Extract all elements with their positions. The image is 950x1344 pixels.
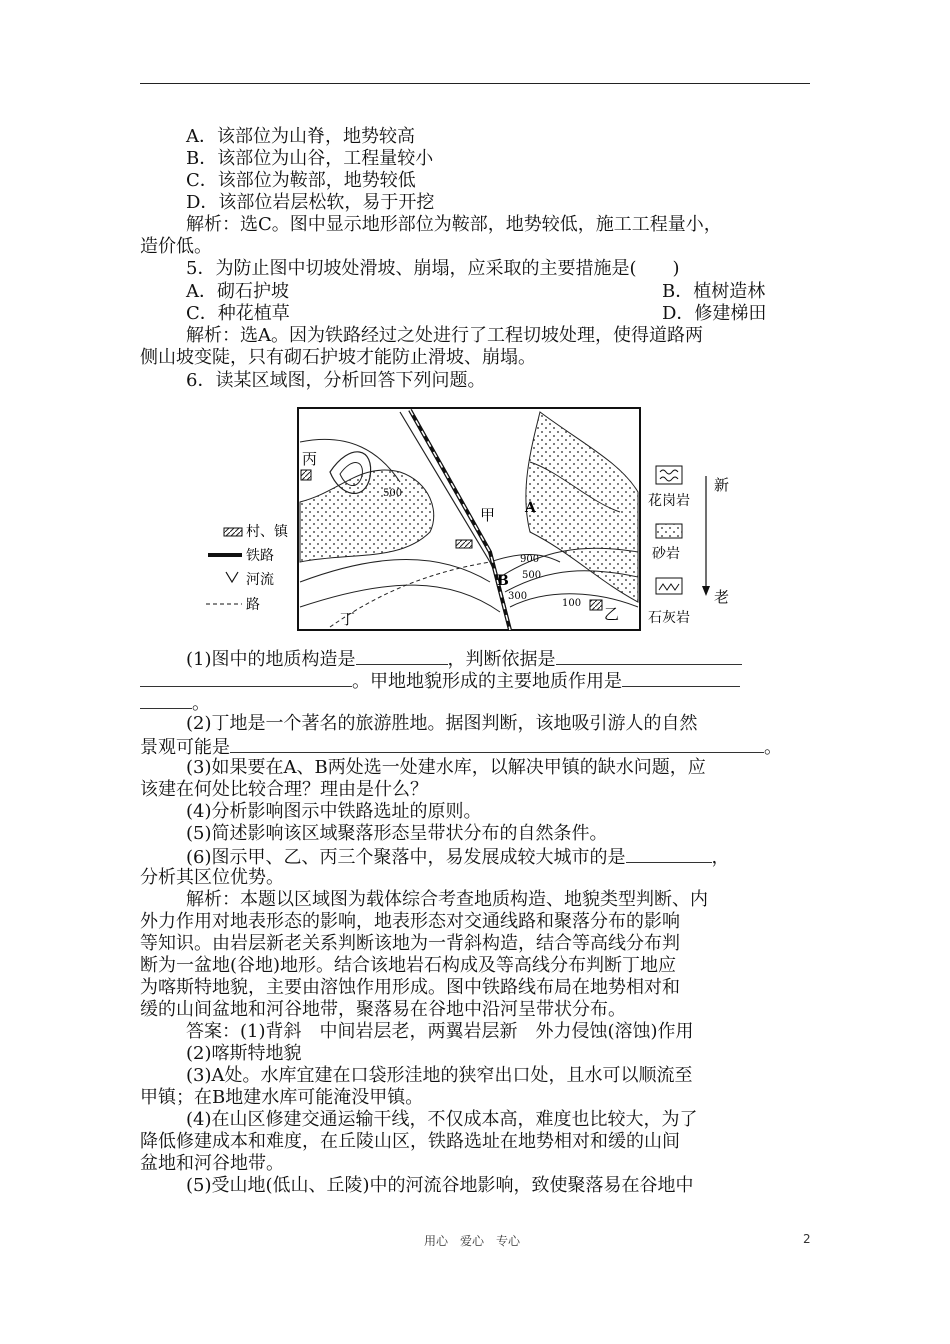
answer-3-cont: 甲镇；在B地建水库可能淹没甲镇。: [140, 1087, 424, 1108]
contour-500-east: 500: [522, 570, 542, 581]
legend-granite: 花岗岩: [648, 493, 690, 509]
analysis-4-line: 解析：选C。图中显示地形部位为鞍部，地势较低，施工工程量小，: [186, 214, 722, 235]
question-5-line: 5．为防止图中切坡处滑坡、崩塌，应采取的主要措施是( ): [186, 258, 680, 279]
analysis-5-line: 解析：选A。因为铁路经过之处进行了工程切坡处理，使得道路两: [186, 325, 703, 346]
q1-blank-basis-cont: [140, 669, 352, 687]
q1-text-c: 。甲地地貌形成的主要地质作用是: [352, 671, 622, 692]
region-map-figure: [200, 402, 740, 640]
question-6-1-end: [140, 691, 810, 715]
age-new: 新: [714, 476, 730, 494]
q1-blank-process-cont: [140, 691, 192, 709]
contour-300: 300: [508, 591, 528, 602]
label-b: B: [497, 573, 509, 589]
analysis-5-cont: 侧山坡变陡，只有砌石护坡才能防止滑坡、崩塌。: [140, 347, 536, 368]
label-jia: 甲: [480, 506, 496, 524]
answer-4-line: (4)在山区修建交通运输干线，不仅成本高，难度也比较大，为了: [186, 1109, 698, 1130]
q1-text-b: ，判断依据是: [447, 649, 556, 670]
options-cd-line: [186, 303, 810, 325]
settlement-jia: [456, 540, 472, 548]
label-ding: 丁: [340, 610, 356, 628]
answer-4-cont-1: 降低修建成本和难度，在丘陵山区，铁路选址在地势相对和缓的山间: [140, 1131, 680, 1152]
option-b-line: B．该部位为山谷，工程量较小: [186, 148, 434, 169]
legend-limestone: 石灰岩: [648, 610, 690, 626]
option-a: A．砌石护坡: [186, 281, 289, 302]
label-yi: 乙: [604, 605, 620, 623]
answer-4-cont-2: 盆地和河谷地带。: [140, 1153, 284, 1174]
q1-blank-basis: [556, 647, 742, 665]
answer-5-line: (5)受山地(低山、丘陵)中的河流谷地影响，致使聚落易在谷地中: [186, 1175, 694, 1196]
q2-text-b: 景观可能是: [140, 737, 230, 758]
option-c: C．种花植草: [186, 303, 290, 324]
question-6-3-cont: 该建在何处比较合理？理由是什么？: [140, 779, 428, 800]
q1-text-d: 。: [192, 693, 210, 714]
analysis-6-line-2: 外力作用对地表形态的影响，地表形态对交通线路和聚落分布的影响: [140, 911, 680, 932]
legend-right: [648, 466, 729, 626]
question-6-2-cont: [140, 735, 810, 759]
analysis-6-line-6: 缓的山间盆地和河谷地带，聚落易在谷地中沿河呈带状分布。: [140, 999, 626, 1020]
analysis-6-line-3: 等知识。由岩层新老关系判断该地为一背斜构造，结合等高线分布判: [140, 933, 680, 954]
legend-left: [206, 523, 289, 613]
analysis-6-line-1: 解析：本题以区域图为载体综合考查地质构造、地貌类型判断、内: [186, 889, 708, 910]
legend-river: 河流: [246, 572, 274, 588]
question-6-4-line: (4)分析影响图示中铁路选址的原则。: [186, 801, 482, 822]
contour-100: 100: [562, 598, 582, 609]
analysis-6-line-5: 为喀斯特地貌，主要由溶蚀作用形成。图中铁路线布局在地势相对和: [140, 977, 680, 998]
q2-blank-landscape: [230, 735, 764, 753]
option-c-line: C．该部位为鞍部，地势较低: [186, 170, 416, 191]
q2-text-c: 。: [764, 737, 782, 758]
q1-blank-structure: [356, 647, 448, 665]
analysis-4-cont: 造价低。: [140, 236, 212, 257]
option-d: D．修建梯田: [662, 303, 767, 324]
option-a-line: A．该部位为山脊，地势较高: [186, 126, 415, 147]
analysis-6-line-4: 断为一盆地(谷地)地形。结合该地岩石构成及等高线分布判断丁地应: [140, 955, 677, 976]
header-rule: [140, 83, 810, 84]
option-b: B．植树造林: [662, 281, 766, 302]
label-a: A: [525, 500, 536, 516]
age-old: 老: [714, 588, 730, 606]
label-bing: 丙: [302, 450, 318, 468]
question-6-6-cont: 分析其区位优势。: [140, 867, 284, 888]
q6-text-b: ，: [711, 847, 730, 868]
settlement-bing: [301, 470, 311, 480]
contour-500-west: 500: [383, 488, 403, 499]
answer-1-line: 答案：(1)背斜 中间岩层老，两翼岩层新 外力侵蚀(溶蚀)作用: [186, 1021, 694, 1042]
legend-sandstone: 砂岩: [652, 546, 680, 562]
option-d-line: D．该部位岩层松软，易于开挖: [186, 192, 435, 213]
q6-blank: [626, 845, 712, 863]
page-number: 2: [803, 1232, 811, 1246]
q6-text-a: (6)图示甲、乙、丙三个聚落中，易发展成较大城市的是: [186, 847, 626, 868]
answer-3-line: (3)A处。水库宜建在口袋形洼地的狭窄出口处，且水可以顺流至: [186, 1065, 693, 1086]
footer-motto: 用心 爱心 专心: [424, 1234, 521, 1248]
legend-railway: 铁路: [246, 548, 274, 564]
question-6-6-line: [186, 845, 810, 869]
question-6-5-line: (5)简述影响该区域聚落形态呈带状分布的自然条件。: [186, 823, 608, 844]
legend-village: 村、镇: [246, 524, 288, 540]
question-6-line: 6．读某区域图，分析回答下列问题。: [186, 370, 486, 391]
answer-2-line: (2)喀斯特地貌: [186, 1043, 302, 1064]
q1-text-a: (1)图中的地质构造是: [186, 649, 356, 670]
question-6-1-cont: [140, 669, 810, 693]
options-ab-line: [186, 281, 810, 303]
question-6-3-line: (3)如果要在A、B两处选一处建水库，以解决甲镇的缺水问题，应: [186, 757, 706, 778]
question-6-2-line: (2)丁地是一个著名的旅游胜地。据图判断，该地吸引游人的自然: [186, 713, 698, 734]
q1-blank-process: [622, 669, 740, 687]
question-6-1-line: [186, 647, 810, 671]
contour-900: 900: [520, 554, 540, 565]
legend-road: 路: [246, 597, 260, 613]
settlement-yi: [590, 600, 602, 610]
